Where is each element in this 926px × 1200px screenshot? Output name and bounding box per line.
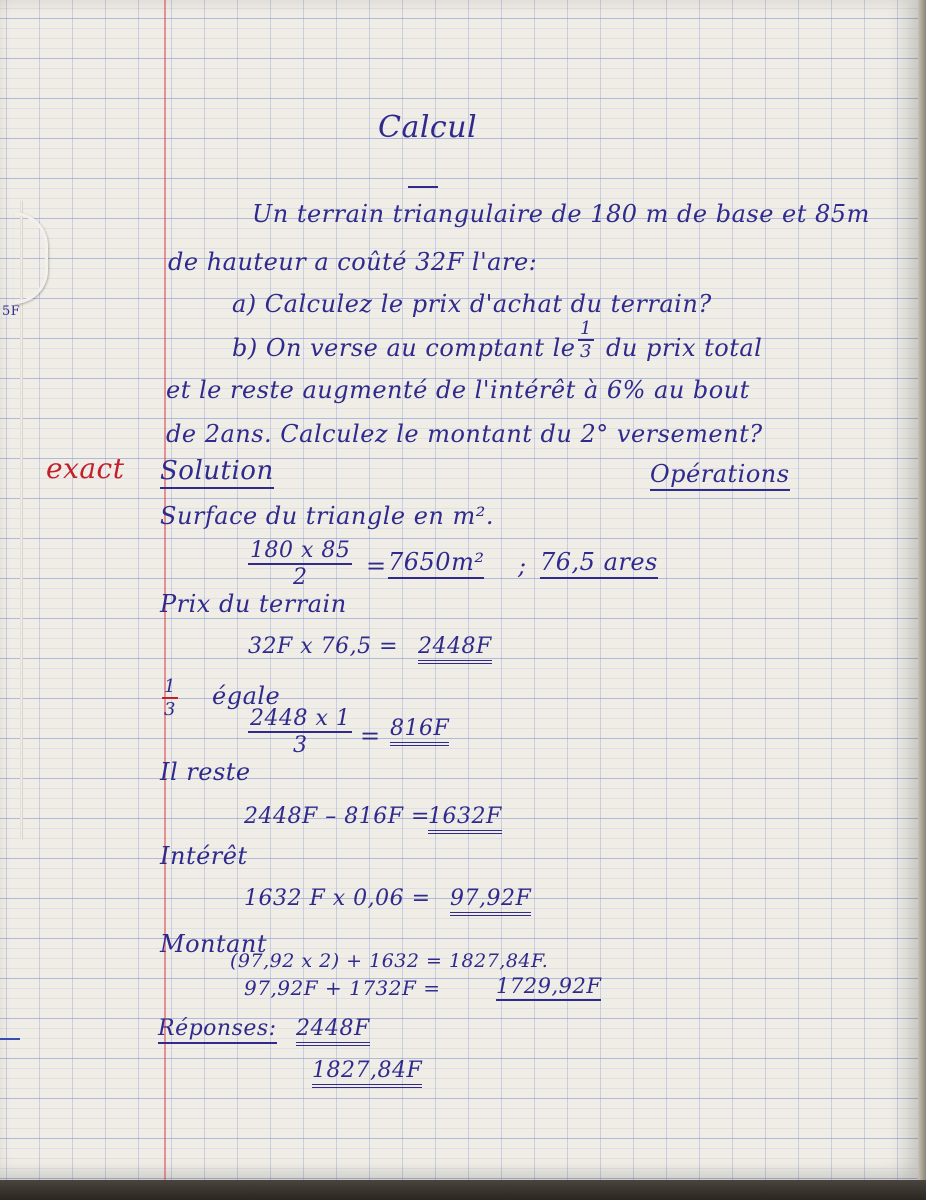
- problem-line-6: de 2ans. Calculez le montant du 2° versement?: [166, 420, 763, 448]
- margin-note: 5F: [2, 304, 21, 319]
- prix-label: Prix du terrain: [160, 590, 347, 618]
- montant-line-2-result: 1729,92F: [496, 974, 601, 1001]
- problem-line-1: Un terrain triangulaire de 180 m de base et 85m: [252, 200, 870, 228]
- surface-fraction-num: 180 x 85: [250, 538, 351, 563]
- surface-fraction: [248, 538, 352, 590]
- reponse-2: 1827,84F: [312, 1058, 422, 1088]
- tiers-fraction-num: 1: [164, 676, 176, 697]
- operations-heading: Opérations: [650, 460, 790, 491]
- tiers-label: égale: [212, 682, 281, 710]
- reste-label: Il reste: [160, 758, 251, 786]
- surface-label: Surface du triangle en m².: [160, 502, 495, 530]
- tiers-result: 816F: [390, 716, 449, 746]
- tiers-fraction: [162, 676, 178, 720]
- surface-equals: =: [366, 552, 387, 580]
- montant-label: Montant: [160, 930, 268, 958]
- surface-separator: ;: [518, 552, 527, 580]
- title-dash: [408, 186, 438, 188]
- prix-result: 2448F: [418, 634, 492, 664]
- surface-fraction-den: 2: [292, 565, 308, 590]
- surface-result-m2: 7650m²: [388, 548, 484, 579]
- margin-tick: [0, 1038, 20, 1040]
- tiers-fraction-den: 3: [164, 699, 176, 720]
- reste-calc: 2448F – 816F =: [244, 804, 430, 829]
- interet-calc: 1632 F x 0,06 =: [244, 886, 431, 911]
- solution-heading: Solution: [160, 456, 274, 489]
- question-b-fraction-den: 3: [580, 341, 592, 362]
- page-edge: [918, 0, 926, 1200]
- question-b-fraction-num: 1: [580, 318, 592, 339]
- binding-thread-loop: [14, 212, 48, 304]
- problem-line-2: de hauteur a coûté 32F l'are:: [168, 248, 538, 276]
- reste-result: 1632F: [428, 804, 502, 834]
- interet-label: Intérêt: [160, 842, 248, 870]
- montant-line-2: 97,92F + 1732F =: [244, 976, 441, 1000]
- grade-mark: exact: [46, 452, 125, 485]
- page-title: Calcul: [378, 110, 478, 145]
- question-b-fraction: [578, 318, 594, 362]
- montant-line-1: (97,92 x 2) + 1632 = 1827,84F.: [230, 950, 549, 972]
- question-b-start: b) On verse au comptant le: [232, 334, 576, 362]
- reponse-1: 2448F: [296, 1016, 370, 1046]
- problem-line-5: et le reste augmenté de l'intérêt à 6% au bout: [166, 376, 750, 404]
- tiers-equals: =: [360, 722, 381, 750]
- question-b-end: du prix total: [606, 334, 763, 362]
- tiers-calc-fraction: [248, 706, 352, 758]
- surface-result-ares: 76,5 ares: [540, 548, 658, 579]
- page-bottom-edge: [0, 1180, 926, 1200]
- prix-calc: 32F x 76,5 =: [248, 634, 399, 659]
- interet-result: 97,92F: [450, 886, 531, 916]
- reponses-label: Réponses:: [158, 1016, 277, 1044]
- question-a: a) Calculez le prix d'achat du terrain?: [232, 290, 712, 318]
- tiers-calc-num: 2448 x 1: [250, 706, 351, 731]
- tiers-calc-den: 3: [292, 733, 308, 758]
